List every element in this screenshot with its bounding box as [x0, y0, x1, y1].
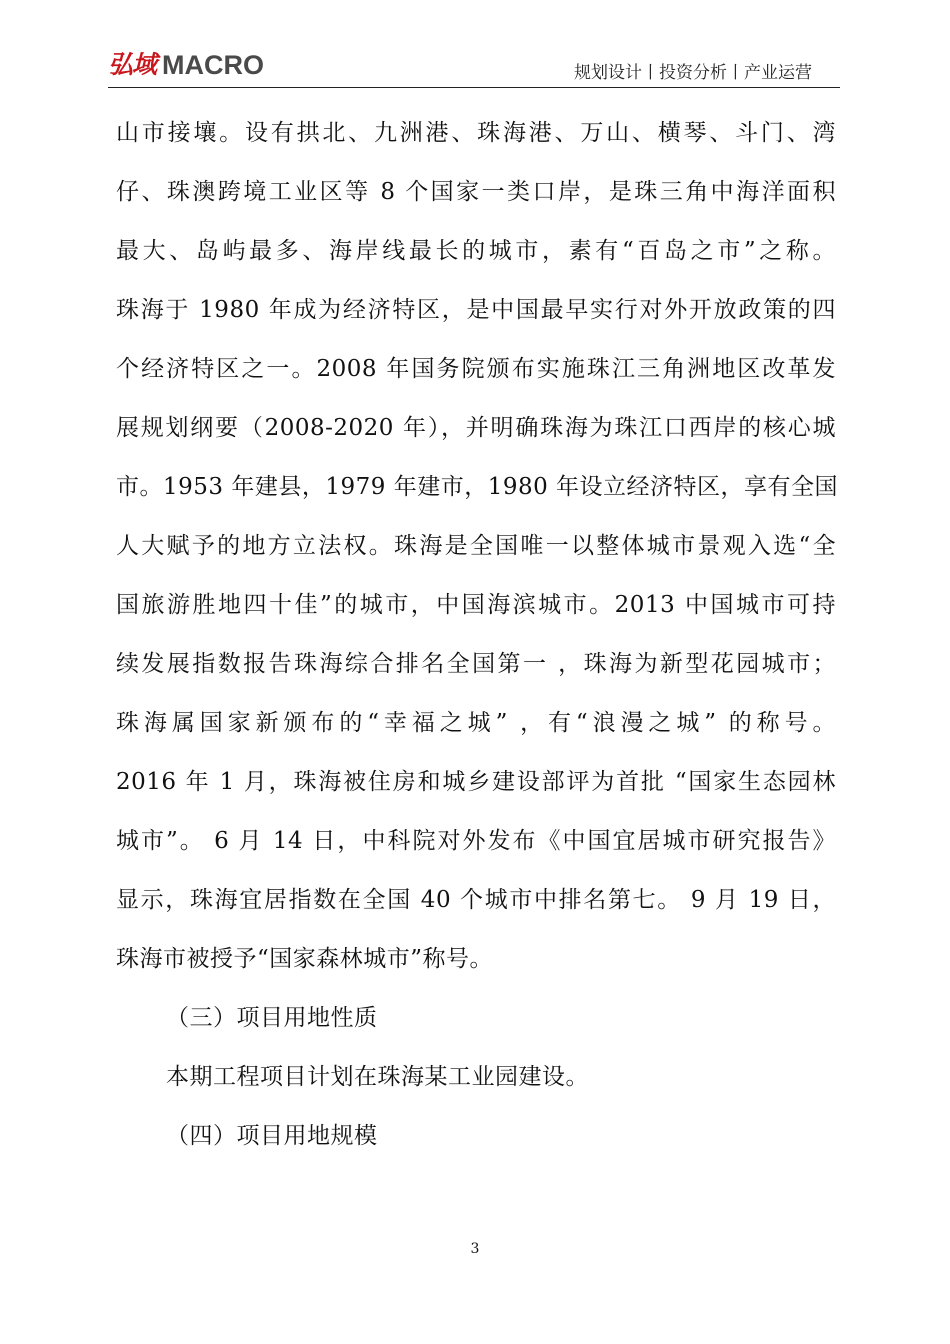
company-logo — [108, 48, 264, 82]
body-line: 珠海属国家新颁布的“幸福之城” ，有“浪漫之城” 的称号。 — [116, 710, 836, 736]
body-line: 展规划纲要（2008-2020 年），并明确珠海为珠江口西岸的核心城 — [116, 415, 836, 441]
section-heading-land-scale: （四）项目用地规模 — [166, 1123, 378, 1149]
section-paragraph: 本期工程项目计划在珠海某工业园建设。 — [166, 1064, 589, 1090]
body-line-last: 珠海市被授予“国家森林城市”称号。 — [116, 946, 494, 972]
body-line: 珠海于 1980 年成为经济特区，是中国最早实行对外开放政策的四 — [116, 297, 836, 323]
header-divider — [108, 87, 840, 88]
body-line: 城市”。 6 月 14 日，中科院对外发布《中国宜居城市研究报告》 — [116, 828, 836, 854]
body-line: 个经济特区之一。2008 年国务院颁布实施珠江三角洲地区改革发 — [116, 356, 836, 382]
body-line: 市。1953 年建县，1979 年建市，1980 年设立经济特区，享有全国 — [116, 474, 839, 500]
page-number: 3 — [470, 1241, 480, 1257]
logo-chinese-mark: 弘域 — [108, 50, 157, 79]
body-line: 续发展指数报告珠海综合排名全国第一 ，珠海为新型花园城市； — [116, 651, 836, 677]
body-line: 人大赋予的地方立法权。珠海是全国唯一以整体城市景观入选“全 — [116, 533, 836, 559]
body-line: 显示，珠海宜居指数在全国 40 个城市中排名第七。 9 月 19 日， — [116, 887, 836, 913]
document-body — [116, 104, 839, 1166]
header-tagline: 规划设计丨投资分析丨产业运营 — [574, 63, 812, 83]
logo-wordmark: MACRO — [162, 50, 265, 80]
body-line: 山市接壤。设有拱北、九洲港、珠海港、万山、横琴、斗门、湾 — [116, 120, 836, 146]
body-line: 国旅游胜地四十佳”的城市，中国海滨城市。2013 中国城市可持 — [116, 592, 836, 618]
body-line: 最大、岛屿最多、海岸线最长的城市，素有“百岛之市”之称。 — [116, 238, 836, 264]
body-line: 2016 年 1 月，珠海被住房和城乡建设部评为首批 “国家生态园林 — [116, 769, 836, 795]
body-line: 仔、珠澳跨境工业区等 8 个国家一类口岸，是珠三角中海洋面积 — [116, 179, 836, 205]
page-header — [108, 48, 840, 90]
section-heading-land-nature: （三）项目用地性质 — [166, 1005, 378, 1031]
